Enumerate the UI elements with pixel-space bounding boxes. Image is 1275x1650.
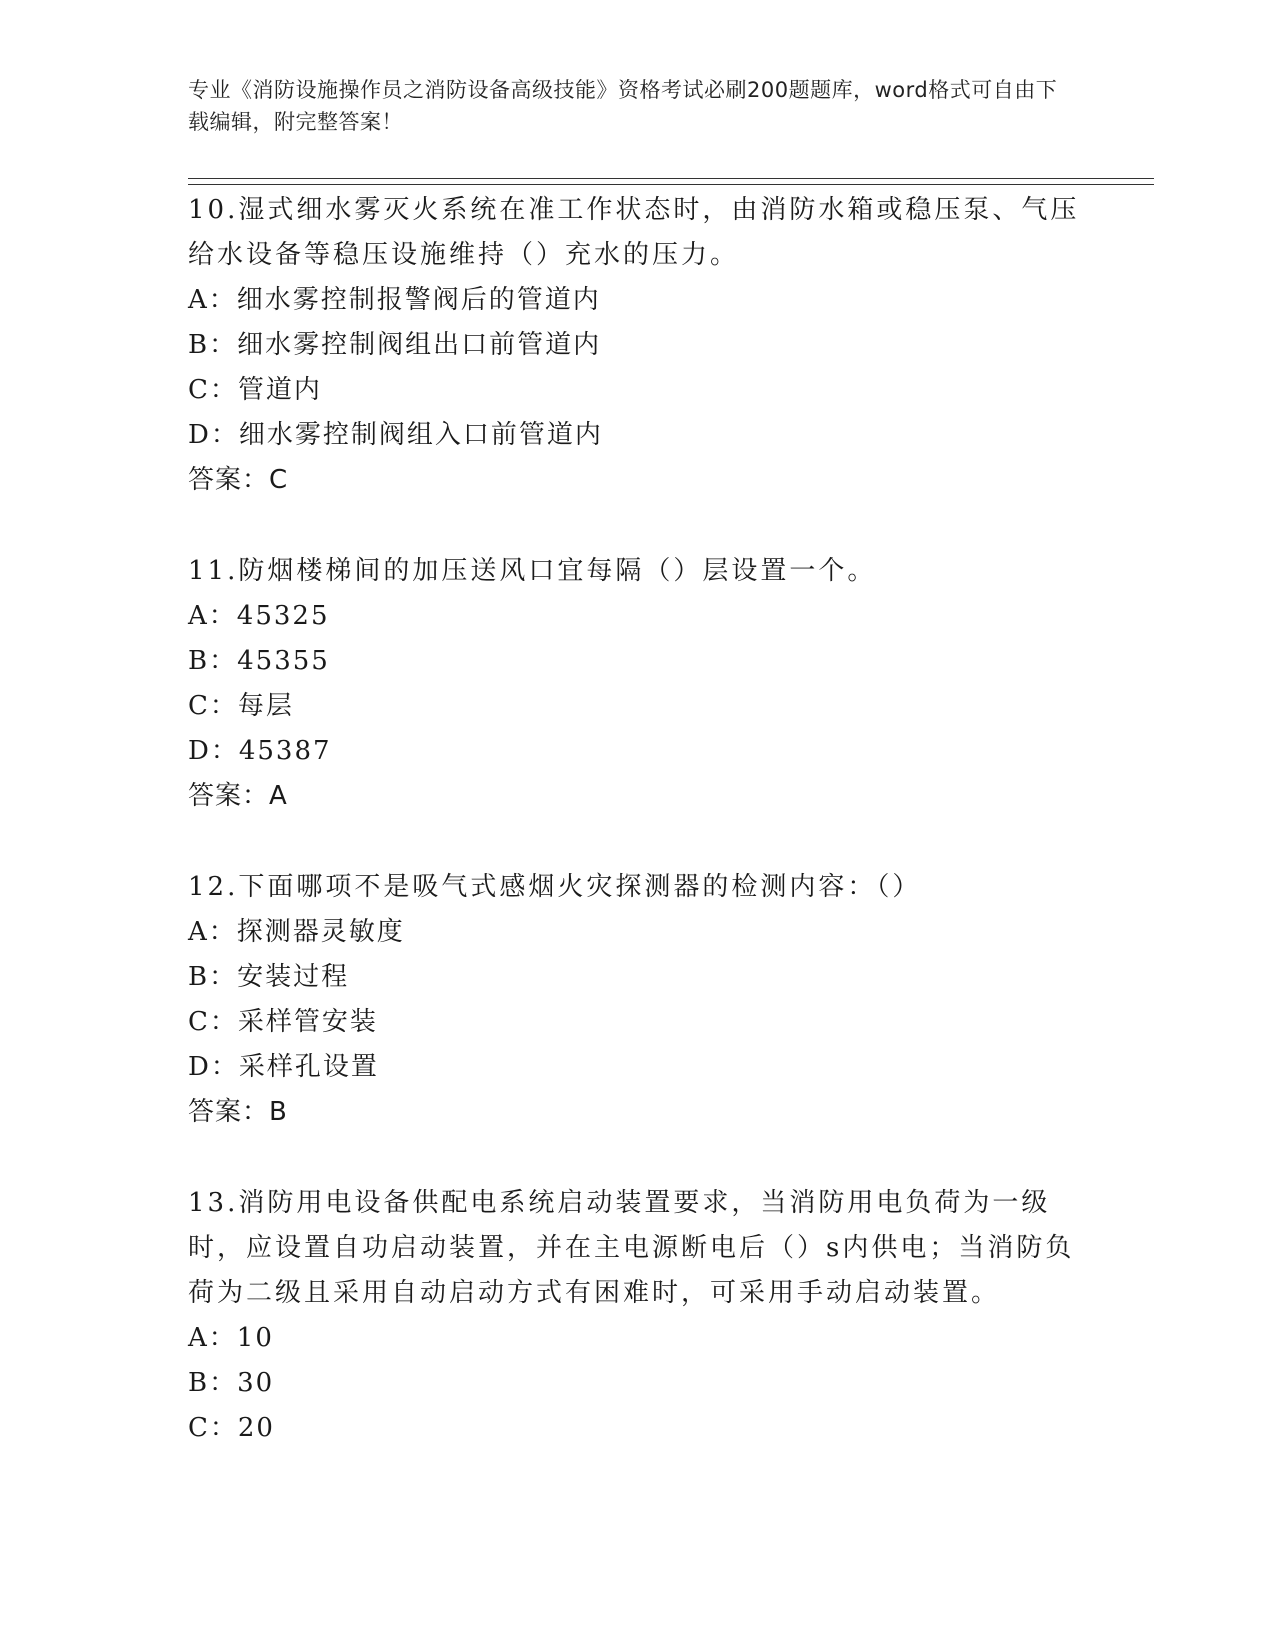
question-13 bbox=[188, 1181, 1088, 1451]
option-a: A：细水雾控制报警阀后的管道内 bbox=[188, 285, 601, 315]
option-c: C：管道内 bbox=[188, 375, 322, 405]
option-d: D：45387 bbox=[188, 736, 332, 766]
option-a: A：45325 bbox=[188, 601, 330, 631]
question-stem: 10.湿式细水雾灭火系统在准工作状态时，由消防水箱或稳压泵、气压给水设备等稳压设施维持（）充水的压力。 bbox=[188, 195, 1080, 270]
option-b: B：30 bbox=[188, 1368, 275, 1398]
option-c: C：采样管安装 bbox=[188, 1007, 378, 1037]
header-divider-top bbox=[188, 178, 1154, 179]
option-c: C：每层 bbox=[188, 691, 294, 721]
option-b: B：细水雾控制阀组出口前管道内 bbox=[188, 330, 602, 360]
option-d: D：细水雾控制阀组入口前管道内 bbox=[188, 420, 603, 450]
option-c: C：20 bbox=[188, 1413, 275, 1443]
question-10 bbox=[188, 188, 1088, 503]
question-11 bbox=[188, 549, 1088, 819]
question-stem: 13.消防用电设备供配电系统启动装置要求，当消防用电负荷为一级时，应设置自功启动装置，并在主电源断电后（）s内供电；当消防负荷为二级且采用自动启动方式有困难时，可采用手动启动装置。 bbox=[188, 1188, 1075, 1308]
option-d: D：采样孔设置 bbox=[188, 1052, 379, 1082]
option-a: A：10 bbox=[188, 1323, 274, 1353]
answer-line: 答案：C bbox=[188, 465, 289, 495]
option-b: B：45355 bbox=[188, 646, 330, 676]
answer-line: 答案：A bbox=[188, 781, 288, 811]
header-divider-bottom bbox=[188, 184, 1154, 185]
question-stem: 12.下面哪项不是吸气式感烟火灾探测器的检测内容：（） bbox=[188, 872, 922, 902]
question-list bbox=[188, 188, 1088, 1497]
document-header: 专业《消防设施操作员之消防设备高级技能》资格考试必刷200题题库，word格式可自由下载编辑，附完整答案！ bbox=[188, 78, 1058, 134]
question-stem: 11.防烟楼梯间的加压送风口宜每隔（）层设置一个。 bbox=[188, 556, 877, 586]
question-12 bbox=[188, 865, 1088, 1135]
option-b: B：安装过程 bbox=[188, 962, 350, 992]
option-a: A：探测器灵敏度 bbox=[188, 917, 405, 947]
answer-line: 答案：B bbox=[188, 1097, 288, 1127]
